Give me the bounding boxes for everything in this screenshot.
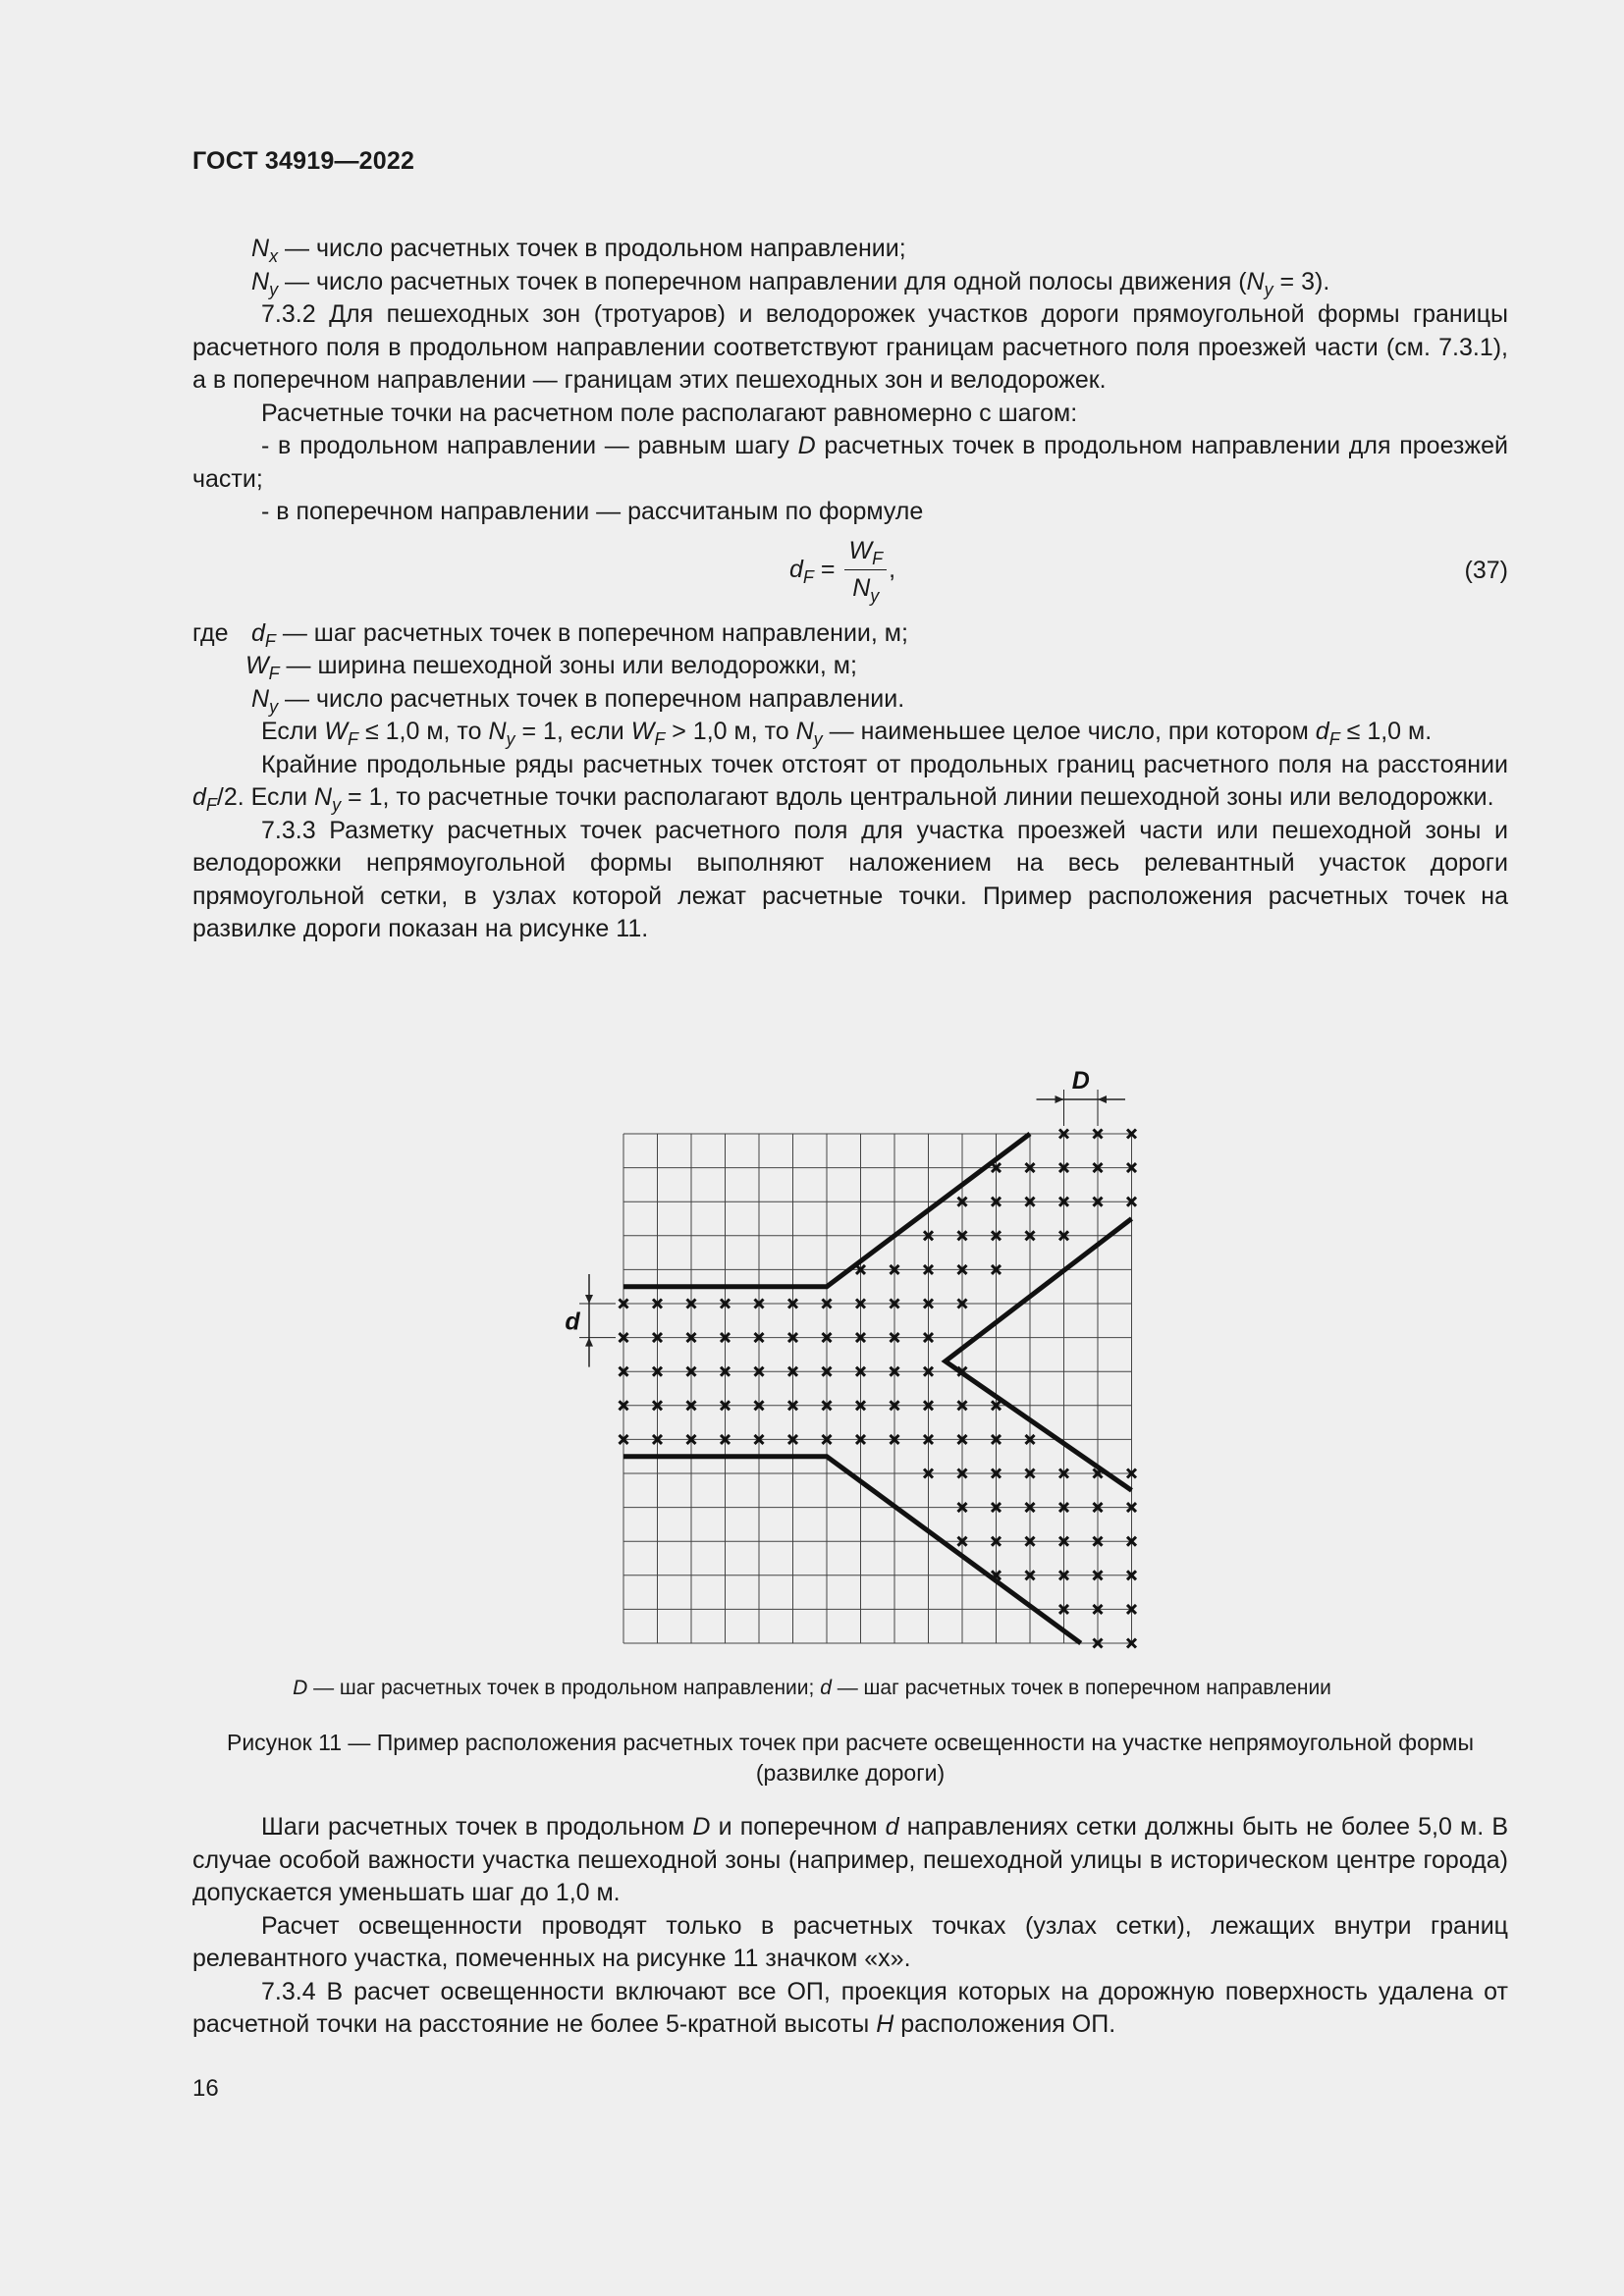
figure-legend: D — шаг расчетных точек в продольном направлении; d — шаг расчетных точек в поперечном направлении [293,1677,1331,1699]
dimension-arrow [1098,1095,1107,1103]
bullet-transverse: - в поперечном направлении — рассчитаным по формуле [261,498,924,525]
body-text-top [192,233,1508,946]
dimension-arrow [585,1338,593,1347]
road-boundary-median [946,1219,1132,1491]
figure-caption: Рисунок 11 — Пример расположения расчетных точек при расчете освещенности на участке непрямоугольной формы (развилке дороги) [226,1730,1474,1786]
def-dF: где $d_F$ — шаг расчетных точек в поперечном направлении, м; [192,618,908,651]
equation-number: (37) [1464,556,1508,584]
def-wF: $W_F$ — ширина пешеходной зоны или велодорожки, м; [245,652,857,683]
paragraph-7-3-3: 7.3.3 Разметку расчетных точек расчетного поля для участка проезжей части или пешеходной зоны и велодорожки непрямоугольной формы выполняют наложением на весь релевантный участок дороги прямоугольной сетки, в узлах которой лежат расчетные точки. Пример расположения расчетных точек на развилке дороги показан на рисунке 11. [192,816,1508,942]
road-boundary-bottom [623,1457,1081,1643]
formula-37: $d_F$ = $\frac{W_F}{N_y}$ , (37) [789,536,1508,606]
def-ny: $N_y$ — число расчетных точек в поперечном направлении для одной полосы движения $(N_y = 3)$. [251,267,1330,299]
paragraph-rows: Крайние продольные ряды расчетных точек отстоят от продольных границ расчетного поля на расстоянии $d_F/2$. Если $N_y = 1$, то расчетные точки располагают вдоль центральной линии пешеходной зоны или велодорожки. [192,750,1508,815]
dimension-arrow [585,1295,593,1304]
dimension-label-d: d [565,1308,580,1336]
dimension-label-D: D [1071,1067,1090,1095]
paragraph-7-3-4: 7.3.4 В расчет освещенности включают все ОП, проекция которых на дорожную поверхность удалена от расчетной точки на расстояние не более 5-кратной высоты H расположения ОП. [192,1977,1508,2038]
body-text-bottom [192,1811,1508,2042]
document-code: ГОСТ 34919—2022 [192,147,415,175]
paragraph-points: Расчетные точки на расчетном поле располагают равномерно с шагом: [261,399,1078,427]
paragraph-calc: Расчет освещенности проводят только в расчетных точках (узлах сетки), лежащих внутри границ релевантного участка, помеченных на рисунке 11 значком «х». [192,1911,1508,1972]
figure-11 [550,1065,1159,1659]
def-nx: $N_x$ — число расчетных точек в продольном направлении; [251,235,906,266]
paragraph-7-3-2: 7.3.2 Для пешеходных зон (тротуаров) и велодорожек участков дороги прямоугольной формы границы расчетного поля в продольном направлении соответствуют границам расчетного поля проезжей части (см. 7.3.1), а в поперечном направлении — границам этих пешеходных зон и велодорожек. [192,300,1508,394]
dimension-arrow [1056,1095,1064,1103]
fork-grid-diagram [550,1065,1159,1659]
def-ny-2: $N_y$ — число расчетных точек в поперечном направлении. [251,684,905,717]
bullet-longitudinal: - в продольном направлении — равным шагу D расчетных точек в продольном направлении для проезжей части; [192,432,1508,493]
paragraph-steps: Шаги расчетных точек в продольном D и поперечном d направлениях сетки должны быть не более 5,0 м. В случае особой важности участка пешеходной зоны (например, пешеходной улицы в историческом центре города) допускается уменьшать шаг до 1,0 м. [192,1813,1508,1906]
page-number: 16 [192,2075,219,2102]
paragraph-if: Если $W_F \le 1,0$ м, то $N_y = 1$, если $W_F > 1,0$ м, то $N_y$ — наименьшее целое число, при котором $d_F \le 1,0$ м. [261,718,1433,749]
